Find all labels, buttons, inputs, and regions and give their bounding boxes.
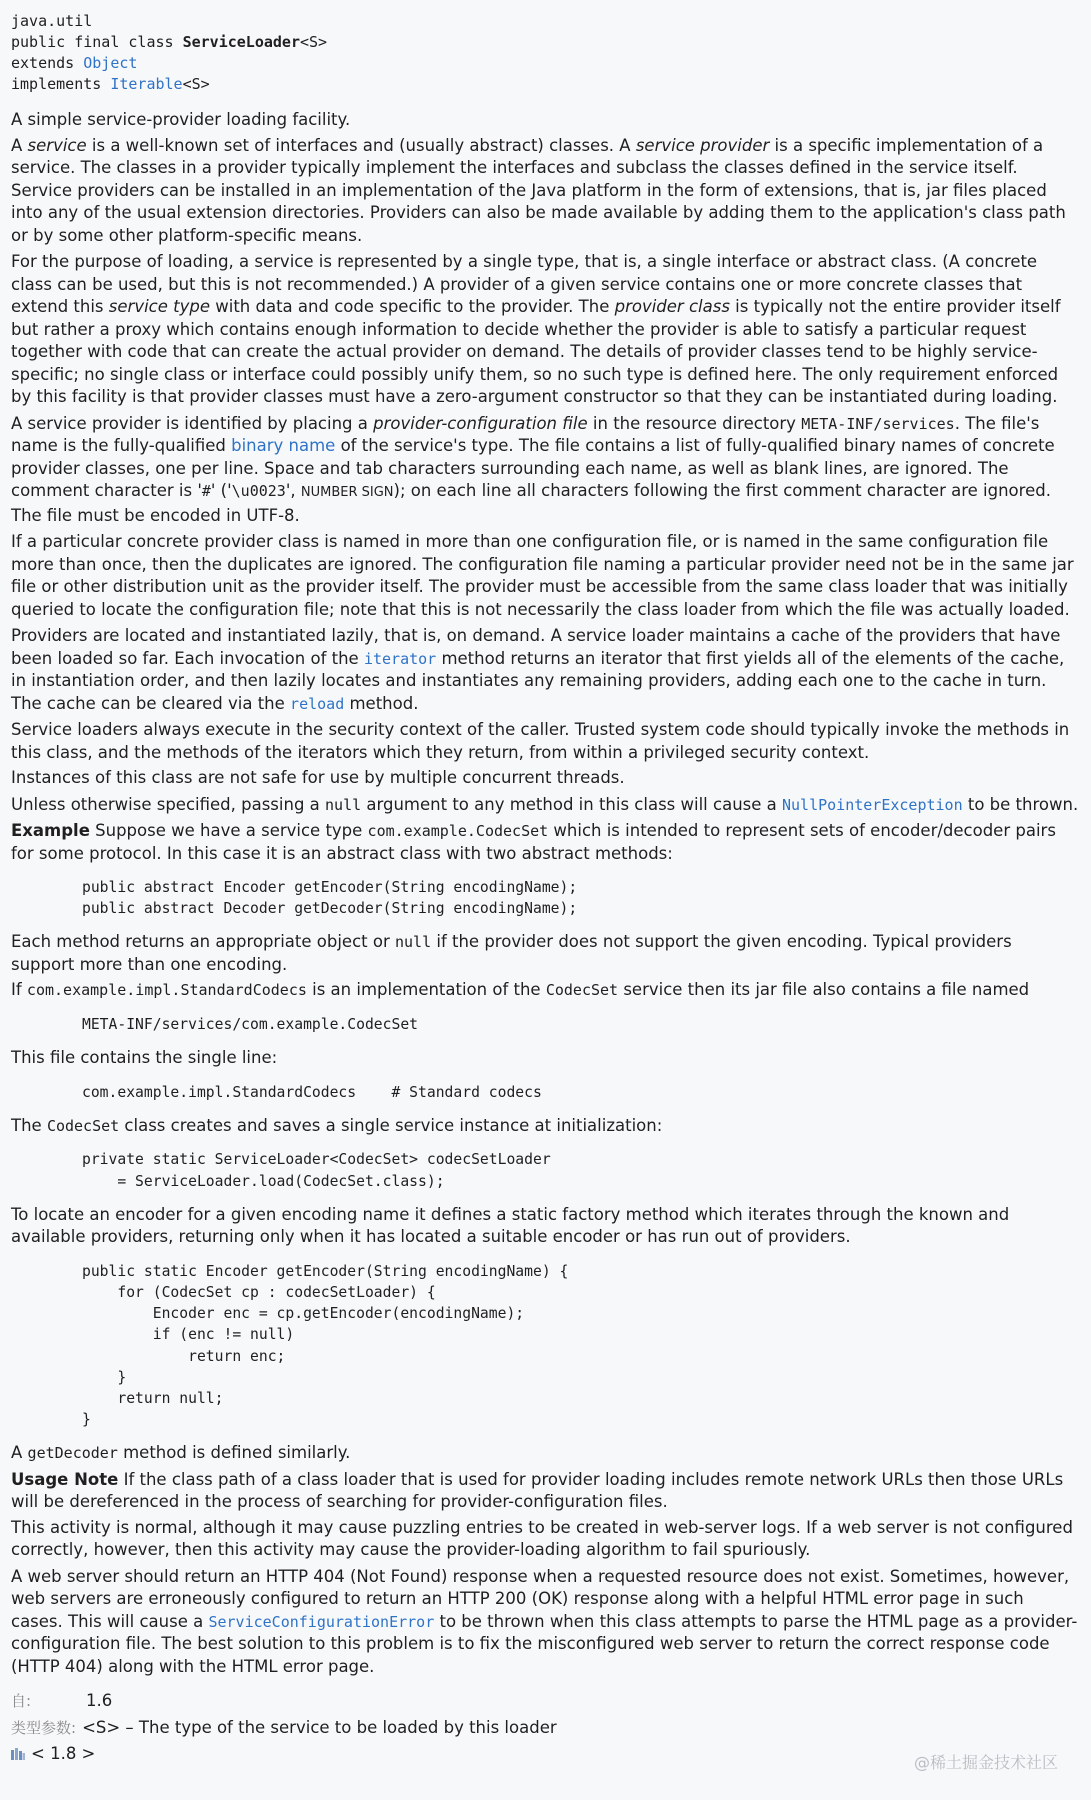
code-block: private static ServiceLoader<CodecSet> codecSetLoader = ServiceLoader.load(CodecSet.class); <box>82 1151 551 1190</box>
doc-paragraph: A web server should return an HTTP 404 (Not Found) response when a requested resource does not exist. Sometimes, however, web servers are erroneously configured to return an HTTP 200 (OK) response along with a helpful HTML error page in such cases. This will cause a ServiceConfigurationError to be thrown when this class attempts to parse the HTML page as a provider-configuration file. The best solution to this problem is to fix the misconfigured web server to return the correct response code (HTTP 404) along with the HTML error page. <box>11 1566 1078 1676</box>
iterator-link[interactable]: iterator <box>363 649 437 668</box>
library-bars-icon <box>11 1748 25 1760</box>
binary-name-link[interactable]: binary name <box>231 436 336 455</box>
class-name: ServiceLoader <box>182 33 300 51</box>
doc-paragraph: The CodecSet class creates and saves a single service instance at initialization: <box>11 1115 663 1135</box>
doc-paragraph: Unless otherwise specified, passing a null argument to any method in this class will cause a NullPointerException to be thrown. <box>11 794 1079 814</box>
code-block: META-INF/services/com.example.CodecSet <box>82 1015 419 1033</box>
doc-paragraph: Usage Note If the class path of a class loader that is used for provider loading includes remote network URLs then those URLs will be dereferenced in the process of searching for provider-configuration files. <box>11 1469 1064 1512</box>
code-block: com.example.impl.StandardCodecs # Standard codecs <box>82 1083 542 1101</box>
code-block: public abstract Encoder getEncoder(String encodingName); public abstract Decoder getDecoder(String encodingName); <box>82 879 578 918</box>
extends-line: extends Object <box>11 54 138 72</box>
type-params-label: 类型参数: <box>11 1719 77 1738</box>
code-block: public static Encoder getEncoder(String encodingName) { for (CodecSet cp : codecSetLoader) { Encoder enc = cp.getEncoder(encodingName); if (enc != null) return enc; } return null; } <box>82 1262 569 1429</box>
doc-paragraph: Providers are located and instantiated lazily, that is, on demand. A service loader maintains a cache of the providers that have been loaded so far. Each invocation of the iterator method returns an iterator that first yields all of the elements of the cache, in instantiation order, and then lazily locates and instantiates any remaining providers, adding each one to the cache in turn. The cache can be cleared via the reload method. <box>11 626 1065 713</box>
doc-paragraph: This activity is normal, although it may cause puzzling entries to be created in web-server logs. If a web server is not configured correctly, however, then this activity may cause the provider-loading algorithm to fail spuriously. <box>11 1517 1073 1560</box>
package-name: java.util <box>11 12 93 30</box>
doc-paragraph: For the purpose of loading, a service is represented by a single type, that is, a single interface or abstract class. (A concrete class can be used, but this is not recommended.) A provider of a given service contains one or more concrete classes that extend this service type with data and code specific to the provider. The provider class is typically not the entire provider itself but rather a proxy which contains enough information to decide whether the provider is able to satisfy a particular request together with code that can create the actual provider on demand. The details of provider classes tend to be highly service-specific; no single class or interface could possibly unify them, so no such type is defined here. The only requirement enforced by this facility is that provider classes must have a zero-argument constructor so that they can be instantiated during loading. <box>11 252 1061 406</box>
since-label: 自: <box>11 1692 32 1711</box>
service-configuration-error-link[interactable]: ServiceConfigurationError <box>208 1612 435 1631</box>
doc-paragraph: A service is a well-known set of interfaces and (usually abstract) classes. A service provider is a specific implementation of a service. The classes in a provider typically implement the interfaces and subclass the classes defined in the service itself. Service providers can be installed in an implementation of the Java platform in the form of extensions, that is, jar files placed into any of the usual extension directories. Providers can also be made available by adding them to the application's class path or by some other platform-specific means. <box>11 135 1066 245</box>
example-label: Example <box>11 821 90 840</box>
doc-paragraph: Service loaders always execute in the security context of the caller. Trusted system code should typically invoke the methods in this class, and the methods of the iterators which they return, from within a privileged security context. <box>11 720 1070 762</box>
doc-paragraph: A service provider is identified by placing a provider-configuration file in the resource directory META-INF/services. The file's name is the fully-qualified binary name of the service's type. The file contains a list of fully-qualified binary names of concrete provider classes, one per line. Space and tab characters surrounding each name, as well as blank lines, are ignored. The comment character is '#' ('\u0023', NUMBER SIGN); on each line all characters following the first comment character are ignored. The file must be encoded in UTF-8. <box>11 413 1055 525</box>
class-signature <box>11 0 1080 95</box>
object-link[interactable]: Object <box>83 54 138 72</box>
since-value: 1.6 <box>86 1691 113 1711</box>
since-row <box>11 1690 1080 1712</box>
reload-link[interactable]: reload <box>290 694 345 713</box>
jdk-version-label[interactable]: < 1.8 > <box>31 1744 96 1764</box>
doc-paragraph: A simple service-provider loading facility. <box>11 110 351 129</box>
iterable-link[interactable]: Iterable <box>110 75 183 93</box>
doc-paragraph: Each method returns an appropriate object or null if the provider does not support the given encoding. Typical providers support more than one encoding. <box>11 932 1012 974</box>
type-params-value: <S> – The type of the service to be loaded by this loader <box>82 1718 557 1738</box>
doc-paragraph: If a particular concrete provider class is named in more than one configuration file, or is named in the same configuration file more than once, then the duplicates are ignored. The configuration file naming a particular provider need not be in the same jar file or other distribution unit as the provider itself. The provider must be accessible from the same class loader that was initially queried to locate the configuration file; note that this is not necessarily the class loader from which the file was actually loaded. <box>11 532 1074 619</box>
implements-line: implements Iterable<S> <box>11 75 210 93</box>
npe-link[interactable]: NullPointerException <box>782 795 963 814</box>
doc-paragraph: If com.example.impl.StandardCodecs is an implementation of the CodecSet service then its jar file also contains a file named <box>11 980 1030 1000</box>
class-declaration: public final class ServiceLoader<S> <box>11 33 328 51</box>
type-params-row <box>11 1717 1080 1739</box>
doc-paragraph: A getDecoder method is defined similarly. <box>11 1443 351 1463</box>
doc-paragraph: This file contains the single line: <box>11 1048 278 1068</box>
usage-note-label: Usage Note <box>11 1469 119 1489</box>
doc-paragraph: To locate an encoder for a given encoding name it defines a static factory method which iterates through the known and available providers, returning only when it has located a suitable encoder or has run out of providers. <box>11 1204 1010 1247</box>
doc-paragraph: Example Suppose we have a service type com.example.CodecSet which is intended to represent sets of encoder/decoder pairs for some protocol. In this case it is an abstract class with two abstract methods: <box>11 821 1056 863</box>
watermark: @稀土掘金技术社区 <box>913 1753 1058 1772</box>
doc-paragraph: Instances of this class are not safe for use by multiple concurrent threads. <box>11 768 625 787</box>
